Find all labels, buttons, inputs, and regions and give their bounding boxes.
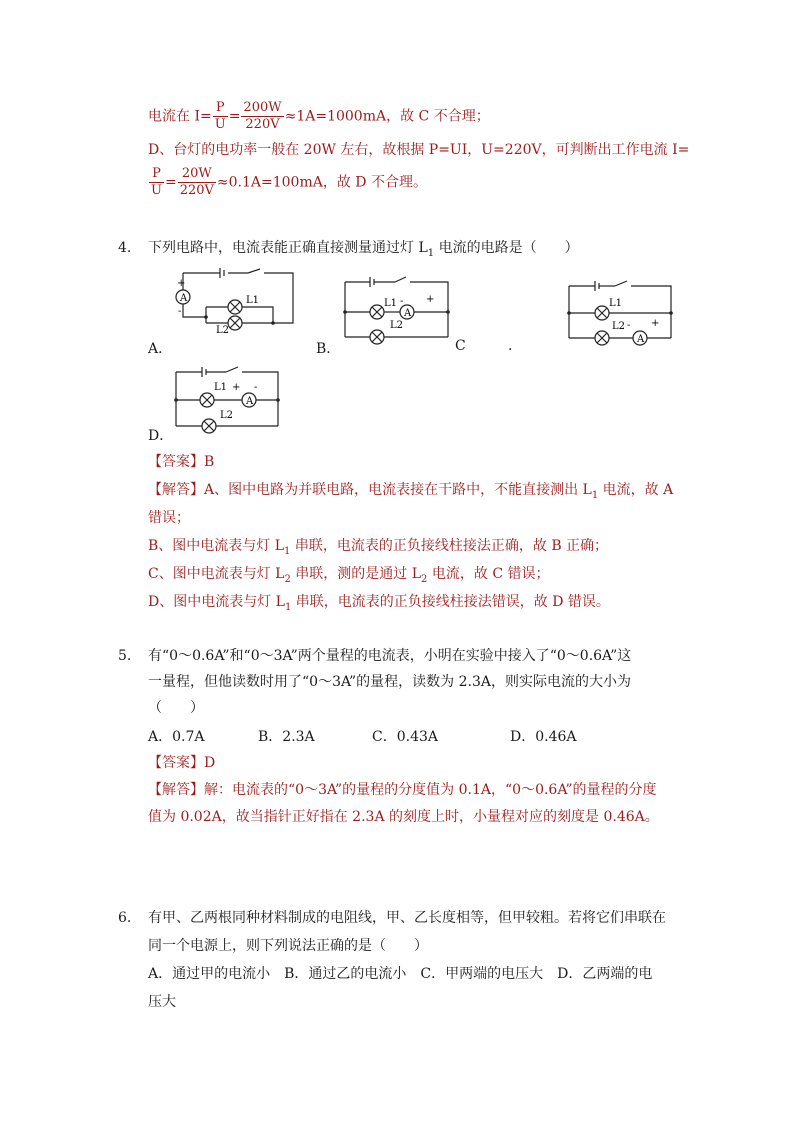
svg-text:+: + — [426, 294, 435, 305]
svg-text:L1: L1 — [246, 295, 260, 306]
formula-p-over-u: $\frac{P}{U}$ — [214, 100, 226, 132]
q5-stem-line3: （ ） — [148, 700, 204, 716]
q5-stem-line1: 有“0～0.6A”和“0～3A”两个量程的电流表，小明在实验中接入了“0～0.6A”这 — [148, 648, 632, 664]
formula-200w-over-220v: $\frac{200W}{220V}$ — [243, 100, 282, 132]
circuit-c — [565, 276, 675, 348]
q4-explanation-c: C、图中电流表与灯 $L_2$ 串联，测的是通过 $L_2$ 电流，故 C 错误； — [148, 566, 550, 585]
q4-option-c-dot: . — [508, 338, 513, 354]
svg-text:+: + — [232, 382, 241, 393]
q4-explanation-b: B、图中电流表与灯 $L_1$ 串联，电流表的正负接线柱接法正确，故 B 正确； — [148, 538, 609, 557]
q3-line1-text: 电流在 I= — [148, 108, 212, 125]
svg-text:L1: L1 — [214, 382, 228, 393]
svg-text:A: A — [180, 293, 188, 304]
svg-text:A: A — [404, 308, 412, 319]
q6-options[interactable]: A．通过甲的电流小 B．通过乙的电流小 C．甲两端的电压大 D．乙两端的电 — [148, 966, 653, 982]
svg-text:L2: L2 — [612, 321, 626, 332]
q6-options-cont: 压大 — [148, 994, 176, 1010]
q5-explanation-line1: 【解答】解：电流表的“0～3A”的量程的分度值为 0.1A，“0～0.6A”的量程的分度 — [148, 782, 657, 798]
q3-line1: 电流在 I= $\frac{P}{U}$ = $\frac{200W}{220V}$ ≈1A=1000mA，故 C 不合理； — [148, 100, 490, 132]
svg-text:-: - — [178, 306, 182, 317]
q5-answer: 【答案】D — [148, 755, 216, 771]
q3-line2: D、台灯的电功率一般在 20W 左右，故根据 P=UI，U=220V，可判断出工作电流 I= — [148, 142, 690, 158]
q5-number: 5. — [118, 648, 132, 664]
q5-option-a[interactable]: A．0.7A — [148, 729, 205, 745]
q4-explanation-a: 【解答】A、图中电路为并联电路，电流表接在干路中，不能直接测出 $L_1$ 电流，故 A — [148, 482, 674, 501]
q5-option-c[interactable]: C．0.43A — [372, 729, 438, 745]
svg-text:-: - — [400, 296, 404, 307]
svg-text:+: + — [651, 318, 660, 329]
circuit-a — [168, 265, 300, 333]
q5-stem-line2: 一量程，但他读数时用了“0～3A”的量程，读数为 2.3A，则实际电流的大小为 — [148, 674, 632, 690]
svg-text:L1: L1 — [609, 298, 623, 309]
q4-explanation-a-cont: 错误； — [148, 510, 190, 526]
svg-text:+: + — [177, 278, 186, 289]
q5-option-b[interactable]: B．2.3A — [258, 729, 315, 745]
q4-option-b[interactable]: B． — [316, 341, 341, 357]
svg-text:L2: L2 — [220, 410, 234, 421]
q4-stem: 下列电路中，电流表能正确直接测量通过灯 $L_1$ 电流的电路是（ ） — [148, 240, 579, 259]
q4-number: 4. — [118, 240, 132, 256]
q6-stem-line1: 有甲、乙两根同种材料制成的电阻线，甲、乙长度相等，但甲较粗。若将它们串联在 — [148, 910, 666, 926]
q4-option-a[interactable]: A． — [148, 341, 173, 357]
q6-stem-line2: 同一个电源上，则下列说法正确的是（ ） — [148, 938, 428, 954]
svg-text:A: A — [637, 334, 645, 345]
q6-number: 6. — [118, 910, 132, 926]
q4-answer: 【答案】B — [148, 454, 215, 470]
svg-text:L2: L2 — [390, 320, 404, 331]
q4-option-d[interactable]: D． — [148, 428, 174, 444]
q3-line3: $\frac{P}{U}$ = $\frac{20W}{220V}$ ≈0.1A=100mA，故 D 不合理。 — [151, 166, 427, 198]
circuit-b — [340, 272, 452, 348]
q4-explanation-d: D、图中电流表与灯 $L_1$ 串联，电流表的正负接线柱接法错误，故 D 错误。 — [148, 594, 610, 613]
svg-text:A: A — [246, 396, 254, 407]
svg-text:-: - — [627, 320, 631, 331]
svg-text:L2: L2 — [216, 325, 230, 333]
q5-explanation-line2: 值为 0.02A，故当指针正好指在 2.3A 的刻度上时，小量程对应的刻度是 0.46A。 — [148, 809, 659, 825]
formula-p-over-u-2: $\frac{P}{U}$ — [151, 166, 162, 198]
circuit-d — [170, 360, 282, 440]
q5-option-d[interactable]: D．0.46A — [510, 729, 577, 745]
q4-option-c[interactable]: C — [455, 338, 466, 354]
formula-20w-over-220v: $\frac{20W}{220V}$ — [179, 166, 214, 198]
svg-text:L1: L1 — [384, 298, 398, 309]
svg-text:-: - — [254, 382, 258, 393]
